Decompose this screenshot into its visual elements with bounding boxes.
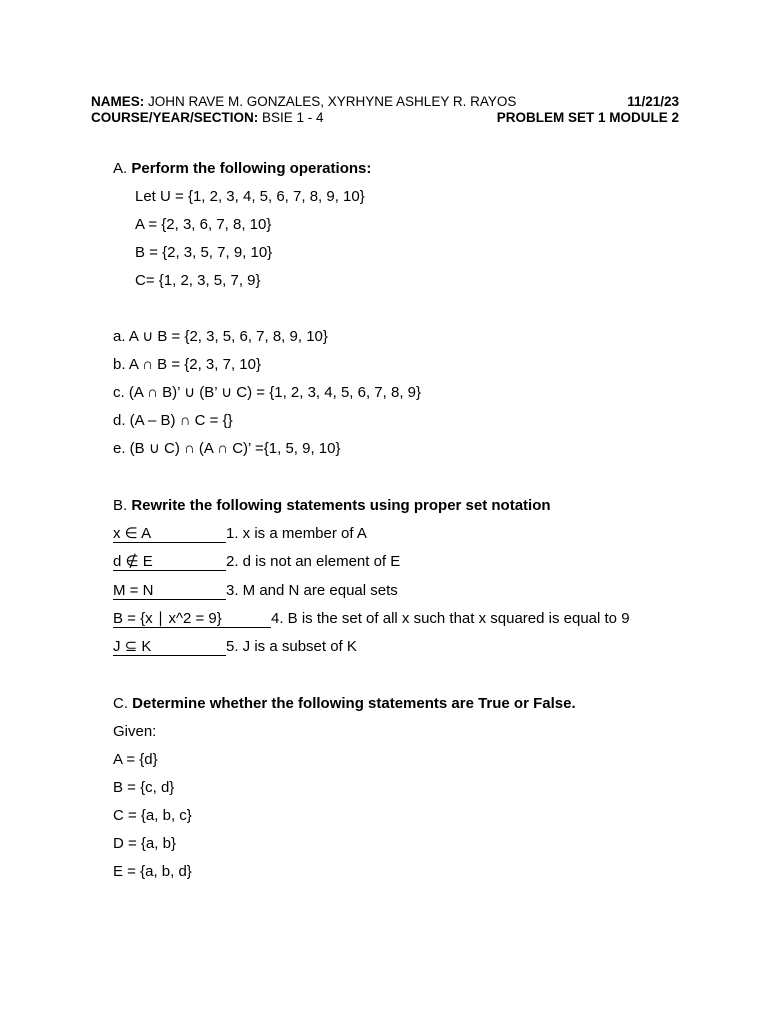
section-b-heading <box>113 497 551 515</box>
set-definition: B = {c, d} <box>113 779 175 796</box>
section-c-title: Determine whether the following statements are True or False. <box>132 695 576 712</box>
names-value: JOHN RAVE M. GONZALES, XYRHYNE ASHLEY R. RAYOS <box>144 94 517 109</box>
section-a-title: Perform the following operations: <box>131 160 372 177</box>
section-c-letter: C. <box>113 695 133 712</box>
notation-statement: 4. B is the set of all x such that x squared is equal to 9 <box>271 610 630 627</box>
notation-answer-blank: J ⊆ K <box>113 639 226 656</box>
notation-statement: 5. J is a subset of K <box>226 638 357 655</box>
notation-item <box>113 610 630 628</box>
section-b-letter: B. <box>113 497 132 514</box>
given-line: B = {2, 3, 5, 7, 9, 10} <box>135 244 273 261</box>
notation-answer-blank: d ∉ E <box>113 554 226 571</box>
notation-answer-blank: M = N <box>113 583 226 600</box>
date: 11/21/23 <box>627 94 679 109</box>
set-definition: C = {a, b, c} <box>113 807 192 824</box>
given-line: A = {2, 3, 6, 7, 8, 10} <box>135 216 272 233</box>
set-definition: D = {a, b} <box>113 835 176 852</box>
header-line-2 <box>91 110 679 126</box>
notation-statement: 3. M and N are equal sets <box>226 582 398 599</box>
notation-statement: 1. x is a member of A <box>226 525 367 542</box>
notation-item <box>113 525 367 543</box>
notation-item <box>113 553 400 571</box>
course-label: COURSE/YEAR/SECTION: <box>91 110 259 125</box>
given-line: Let U = {1, 2, 3, 4, 5, 6, 7, 8, 9, 10} <box>135 188 365 205</box>
problem-set-title: PROBLEM SET 1 MODULE 2 <box>496 110 679 125</box>
notation-answer-blank: B = {x ∣ x^2 = 9} <box>113 611 271 628</box>
names-field <box>91 94 516 110</box>
set-definition: A = {d} <box>113 751 158 768</box>
answer-line: e. (B ∪ C) ∩ (A ∩ C)’ ={1, 5, 9, 10} <box>113 440 341 457</box>
header-line-1 <box>91 94 679 110</box>
answer-line: d. (A – B) ∩ C = {} <box>113 412 233 429</box>
notation-item <box>113 638 357 656</box>
given-line: C= {1, 2, 3, 5, 7, 9} <box>135 272 261 289</box>
notation-answer-blank: x ∈ A <box>113 526 226 543</box>
notation-statement: 2. d is not an element of E <box>226 553 401 570</box>
names-label: NAMES: <box>91 94 145 109</box>
course-field <box>91 110 324 126</box>
given-label: Given: <box>113 723 157 740</box>
answer-line: a. A ∪ B = {2, 3, 5, 6, 7, 8, 9, 10} <box>113 328 328 345</box>
notation-item <box>113 582 398 600</box>
section-a-heading <box>113 160 371 178</box>
set-definition: E = {a, b, d} <box>113 863 192 880</box>
answer-line: c. (A ∩ B)’ ∪ (B’ ∪ C) = {1, 2, 3, 4, 5, 6, 7, 8, 9} <box>113 384 422 401</box>
answer-line: b. A ∩ B = {2, 3, 7, 10} <box>113 356 261 373</box>
course-value: BSIE 1 - 4 <box>258 110 324 125</box>
section-b-title: Rewrite the following statements using proper set notation <box>131 497 551 514</box>
section-c-heading <box>113 695 576 713</box>
section-a-letter: A. <box>113 160 132 177</box>
